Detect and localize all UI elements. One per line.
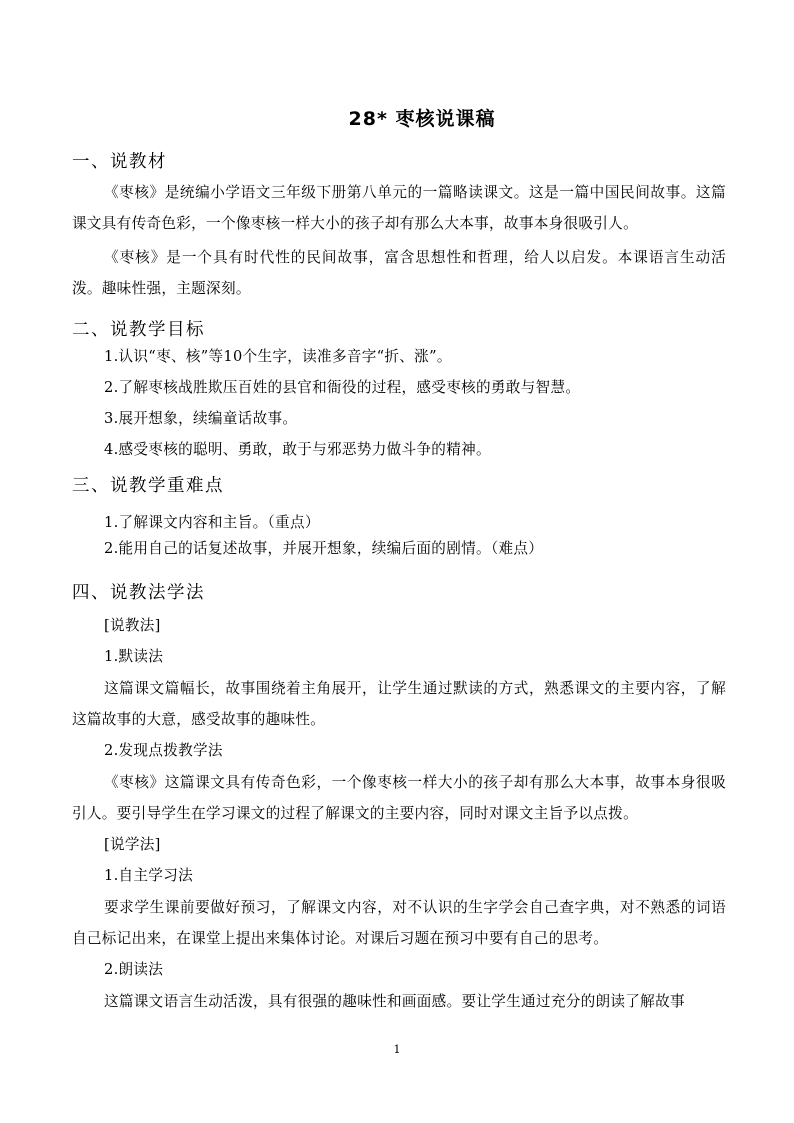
section-heading-key-points: 三、说教学重难点 bbox=[72, 476, 224, 496]
paragraph: 《枣核》是统编小学语文三年级下册第八单元的一篇略读课文。这是一篇中国民间故事。这篇课文具有传奇色彩，一个像枣核一样大小的孩子却有那么大本事，故事本身很吸引人。 bbox=[72, 184, 726, 232]
list-item: 1.认识“枣、核”等10个生字，读准多音字“折、涨”。 bbox=[104, 348, 452, 365]
section-heading-textbook: 一、说教材 bbox=[72, 152, 167, 172]
paragraph: 《枣核》是一个具有时代性的民间故事，富含思想性和哲理，给人以启发。本课语言生动活泼。趣味性强，主题深刻。 bbox=[72, 249, 726, 297]
method-title: 2.朗读法 bbox=[104, 961, 164, 978]
paragraph: 要求学生课前要做好预习，了解课文内容，对不认识的生字学会自己查字典，对不熟悉的词语自己标记出来，在课堂上提出来集体讨论。对课后习题在预习中要有自己的思考。 bbox=[72, 899, 726, 947]
list-item: 2.了解枣核战胜欺压百姓的县官和衙役的过程，感受枣核的勇敢与智慧。 bbox=[104, 379, 581, 396]
paragraph: 这篇课文篇幅长，故事围绕着主角展开，让学生通过默读的方式，熟悉课文的主要内容，了解这篇故事的大意，感受故事的趣味性。 bbox=[72, 680, 726, 728]
list-item: 3.展开想象，续编童话故事。 bbox=[104, 410, 298, 427]
method-title: 2.发现点拨教学法 bbox=[104, 742, 223, 759]
method-title: 1.默读法 bbox=[104, 648, 164, 665]
section-heading-methods: 四、说教法学法 bbox=[72, 583, 205, 603]
list-item: 1.了解课文内容和主旨。（重点） bbox=[104, 514, 320, 531]
subheading-teaching: [说教法] bbox=[104, 617, 161, 634]
section-heading-objectives: 二、说教学目标 bbox=[72, 320, 205, 340]
subheading-learning: [说学法] bbox=[104, 836, 161, 853]
paragraph: 这篇课文语言生动活泼，具有很强的趣味性和画面感。要让学生通过充分的朗读了解故事 bbox=[104, 993, 685, 1010]
paragraph: 《枣核》这篇课文具有传奇色彩，一个像枣核一样大小的孩子却有那么大本事，故事本身很吸引人。要引导学生在学习课文的过程了解课文的主要内容，同时对课文主旨予以点拨。 bbox=[72, 774, 726, 822]
list-item: 2.能用自己的话复述故事，并展开想象，续编后面的剧情。（难点） bbox=[104, 540, 544, 557]
method-title: 1.自主学习法 bbox=[104, 867, 193, 884]
page-title: 28* 枣核说课稿 bbox=[348, 108, 496, 130]
page-number: 1 bbox=[393, 1043, 401, 1056]
list-item: 4.感受枣核的聪明、勇敢，敢于与邪恶势力做斗争的精神。 bbox=[104, 441, 491, 458]
